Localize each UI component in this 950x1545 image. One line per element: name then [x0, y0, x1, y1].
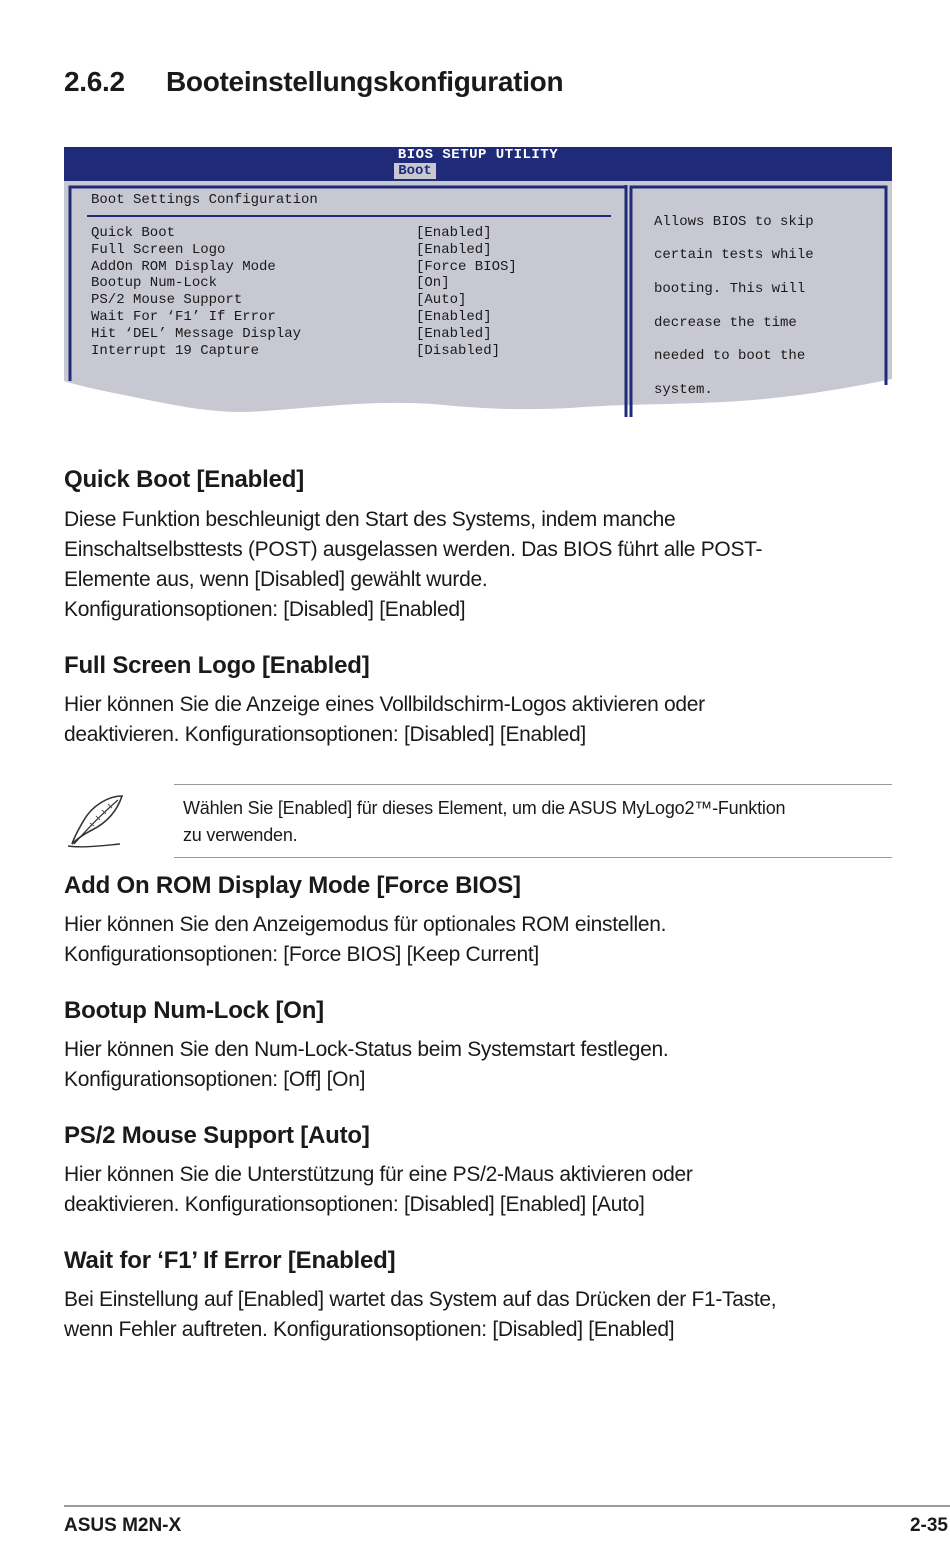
- paragraph-line: Bei Einstellung auf [Enabled] wartet das System auf das Drücken der F1-Taste,: [64, 1288, 777, 1311]
- heading-bootup-num-lock: Bootup Num-Lock [On]: [64, 997, 324, 1024]
- paragraph-line: Hier können Sie die Anzeige eines Vollbildschirm-Logos aktivieren oder: [64, 693, 705, 716]
- note-line: Wählen Sie [Enabled] für dieses Element, um die ASUS MyLogo2™-Funktion: [183, 798, 786, 818]
- heading-wait-for-f1: Wait for ‘F1’ If Error [Enabled]: [64, 1247, 396, 1274]
- bios-help-line: Allows BIOS to skip: [654, 213, 814, 230]
- bios-setting-label: AddOn ROM Display Mode: [91, 258, 276, 275]
- bios-setting-value: [On]: [416, 275, 450, 292]
- paragraph-wait-for-f1: [64, 1285, 776, 1345]
- bios-setting-value: [Force BIOS]: [416, 258, 517, 275]
- note-top-rule: [174, 784, 892, 785]
- bios-setting-quick-boot[interactable]: [91, 225, 517, 242]
- heading-quick-boot: Quick Boot [Enabled]: [64, 466, 305, 493]
- footer-rule: [64, 1505, 950, 1507]
- bios-header-title: BIOS SETUP UTILITY: [397, 147, 559, 163]
- paragraph-line: Elemente aus, wenn [Disabled] gewählt wurde.: [64, 568, 488, 591]
- paragraph-line: Konfigurationsoptionen: [Force BIOS] [Keep Current]: [64, 943, 539, 966]
- bios-section-divider: [87, 215, 611, 217]
- bios-screenshot: [64, 147, 892, 419]
- section-heading: Booteinstellungskonfiguration: [166, 66, 564, 97]
- bios-setting-value: [Enabled]: [416, 308, 492, 325]
- heading-full-screen-logo: Full Screen Logo [Enabled]: [64, 652, 370, 679]
- feather-pen-icon: [64, 792, 126, 850]
- section-title: [64, 66, 563, 98]
- bios-help-text: [654, 197, 884, 415]
- heading-addon-rom: Add On ROM Display Mode [Force BIOS]: [64, 872, 521, 899]
- bios-help-line: decrease the time: [654, 314, 797, 331]
- bios-setting-value: [Enabled]: [416, 241, 492, 258]
- footer-page-number: 2-35: [909, 1515, 948, 1536]
- bios-setting-label: PS/2 Mouse Support: [91, 292, 243, 309]
- paragraph-line: Hier können Sie den Anzeigemodus für optionales ROM einstellen.: [64, 913, 667, 936]
- bios-panel: [64, 181, 892, 419]
- paragraph-line: Konfigurationsoptionen: [Disabled] [Enabled]: [64, 598, 466, 621]
- bios-setting-bootup-num-lock[interactable]: [91, 275, 517, 292]
- bios-setting-interrupt-19-capture[interactable]: [91, 343, 517, 360]
- note-text: [183, 795, 785, 849]
- bios-setting-value: [Enabled]: [416, 225, 492, 241]
- bios-setting-label: Wait For ‘F1’ If Error: [91, 308, 276, 325]
- paragraph-line: deaktivieren. Konfigurationsoptionen: [Disabled] [Enabled]: [64, 723, 586, 746]
- bios-section-title: Boot Settings Configuration: [91, 192, 318, 208]
- bios-setting-hit-del-message[interactable]: [91, 326, 517, 343]
- bios-help-line: booting. This will: [654, 280, 806, 297]
- paragraph-full-screen-logo: [64, 690, 705, 750]
- bios-setting-label: Quick Boot: [91, 225, 176, 241]
- paragraph-line: deaktivieren. Konfigurationsoptionen: [Disabled] [Enabled] [Auto]: [64, 1193, 645, 1216]
- footer-product-name: ASUS M2N-X: [64, 1515, 182, 1536]
- bios-help-line: certain tests while: [654, 247, 814, 264]
- bios-setting-label: Hit ‘DEL’ Message Display: [91, 325, 302, 342]
- paragraph-quick-boot: [64, 505, 762, 625]
- paragraph-line: Hier können Sie den Num-Lock-Status beim Systemstart festlegen.: [64, 1038, 669, 1061]
- paragraph-addon-rom: [64, 910, 666, 970]
- paragraph-ps2-mouse: [64, 1160, 693, 1220]
- bios-help-line: needed to boot the: [654, 348, 806, 365]
- bios-setting-full-screen-logo[interactable]: [91, 242, 517, 259]
- note-line: zu verwenden.: [183, 825, 298, 845]
- section-number: 2.6.2: [64, 66, 125, 97]
- bios-settings-list: [91, 225, 517, 359]
- note-bottom-rule: [174, 857, 892, 858]
- bios-help-line: system.: [654, 381, 713, 398]
- paragraph-line: Einschaltselbsttests (POST) ausgelassen werden. Das BIOS führt alle POST-: [64, 538, 763, 561]
- bios-setting-label: Bootup Num-Lock: [91, 275, 218, 292]
- bios-setting-wait-for-f1[interactable]: [91, 309, 517, 326]
- paragraph-bootup-num-lock: [64, 1035, 668, 1095]
- bios-header-bar: [64, 147, 892, 181]
- heading-ps2-mouse: PS/2 Mouse Support [Auto]: [64, 1122, 370, 1149]
- bios-tab-boot[interactable]: Boot: [394, 163, 436, 179]
- paragraph-line: Diese Funktion beschleunigt den Start des Systems, indem manche: [64, 508, 676, 531]
- paragraph-line: Hier können Sie die Unterstützung für eine PS/2-Maus aktivieren oder: [64, 1163, 693, 1186]
- bios-setting-addon-rom-display-mode[interactable]: [91, 259, 517, 276]
- paragraph-line: wenn Fehler auftreten. Konfigurationsoptionen: [Disabled] [Enabled]: [64, 1318, 675, 1341]
- paragraph-line: Konfigurationsoptionen: [Off] [On]: [64, 1068, 366, 1091]
- bios-setting-label: Interrupt 19 Capture: [91, 342, 260, 359]
- bios-setting-value: [Auto]: [416, 292, 467, 309]
- bios-setting-label: Full Screen Logo: [91, 241, 226, 258]
- bios-setting-ps2-mouse-support[interactable]: [91, 292, 517, 309]
- bios-setting-value: [Enabled]: [416, 325, 492, 342]
- bios-setting-value: [Disabled]: [416, 342, 501, 359]
